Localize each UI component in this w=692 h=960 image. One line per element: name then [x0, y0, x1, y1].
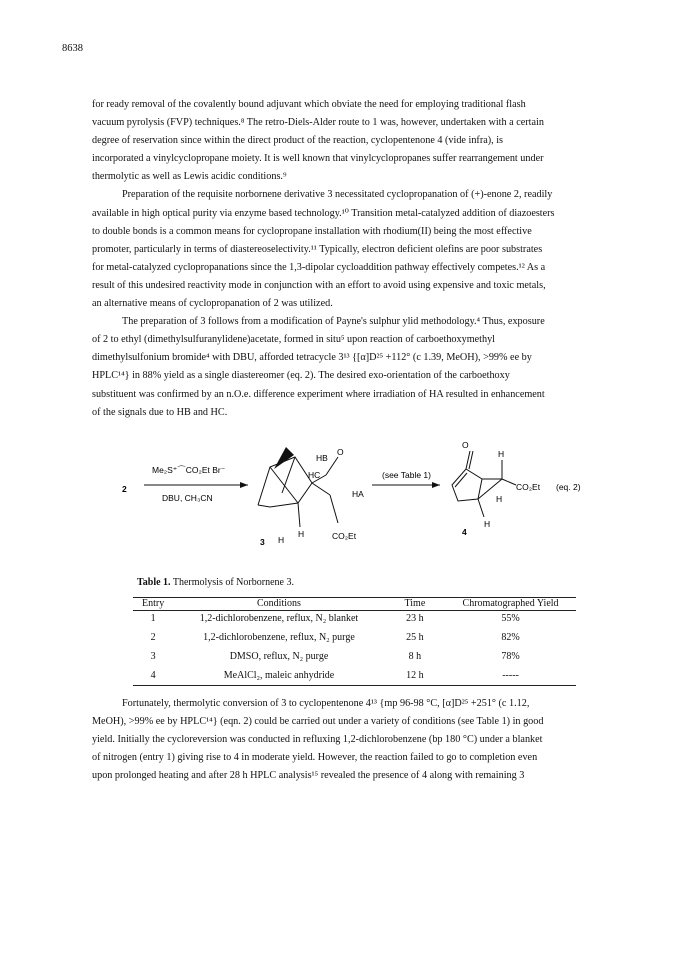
table-caption-text: Thermolysis of Norbornene 3. — [172, 577, 294, 588]
text-line: result of this undesired reactivity mode in conjunction with an effort to avoid using expensive and toxic metals, — [92, 279, 546, 291]
arrowhead-2 — [432, 482, 440, 488]
table-cell: 78% — [501, 651, 520, 662]
table-cell: MeAlCl₂, maleic anhydride — [173, 666, 384, 686]
reaction-scheme — [100, 435, 620, 565]
text-line: for metal-catalyzed cyclopropanations since the 1,3-dipolar cycloaddition pathway effectively competes.¹² As a — [92, 261, 546, 273]
text-line: upon prolonged heating and after 28 h HPLC analysis¹⁵ revealed the presence of 4 along with remaining 3 — [92, 770, 525, 782]
text-line: Preparation of the requisite norbornene derivative 3 necessitated cyclopropanation of (+)-enone 2, readily — [122, 189, 553, 201]
compound-3-label: 3 — [260, 537, 265, 547]
compound-2-label: 2 — [122, 484, 127, 494]
label-hc: HC — [308, 470, 321, 480]
text-line: yield. Initially the cycloreversion was conducted in refluxing 1,2-dichlorobenzene (bp 180 °C) under a blanket — [92, 734, 543, 746]
label-h-4c: H — [484, 519, 491, 529]
table-cell: 8 h — [408, 651, 422, 662]
label-h-3b: H — [278, 535, 285, 545]
compound-4-structure — [452, 451, 516, 517]
table-caption — [137, 577, 294, 588]
paragraph-1 — [92, 96, 612, 186]
table-cell: ----- — [445, 666, 576, 686]
table-cell: 1 — [150, 613, 156, 624]
body-text-top — [92, 96, 612, 422]
table-row — [133, 611, 576, 629]
text-line: available in high optical purity via enzyme based technology.¹⁰ Transition metal-catalyzed addition of diazoesters — [92, 207, 555, 219]
table-row — [133, 647, 576, 666]
table-cell: DMSO, reflux, N₂ purge — [229, 651, 329, 662]
label-co2et-4: CO₂Et — [516, 482, 541, 492]
text-line: substituent was confirmed by an n.O.e. difference experiment where irradiation of HA resulted in enhancement — [92, 388, 545, 400]
text-line: vacuum pyrolysis (FVP) techniques.⁸ The retro-Diels-Alder route to 1 was, however, undertaken with a certain — [92, 117, 544, 129]
table-row — [133, 628, 576, 647]
text-line: of 2 to ethyl (dimethylsulfuranylidene)acetate, formed in situ⁵ upon reaction of carboethoxymethyl — [92, 334, 496, 346]
table-cell: 82% — [501, 632, 520, 643]
table-cell: 4 — [133, 666, 173, 686]
label-co2et-3: CO₂Et — [332, 531, 357, 541]
table-cell: 3 — [150, 651, 156, 662]
table-cell: 1,2-dichlorobenzene, reflux, N₂ blanket — [199, 613, 359, 624]
reagent-top: Me₂S⁺⌒CO₂Et Br⁻ — [152, 465, 226, 475]
text-line: HPLC¹⁴} in 88% yield as a single diastereomer (eq. 2). The desired exo-orientation of the carboethoxy — [92, 370, 510, 382]
text-line: an alternative means of cyclopropanation of 2 was utilized. — [92, 298, 333, 310]
table-cell: 23 h — [406, 613, 424, 624]
compound-4-label: 4 — [462, 527, 467, 537]
text-line: The preparation of 3 follows from a modification of Payne's sulphur ylid methodology.⁴ Thus, exposure — [122, 316, 545, 328]
label-h-4b: H — [496, 494, 503, 504]
text-line: of the signals due to HB and HC. — [92, 406, 228, 418]
equation-label: (eq. 2) — [556, 482, 581, 492]
paragraph-2 — [92, 186, 612, 313]
body-text-bottom — [92, 695, 612, 785]
table-caption-label: Table 1. — [137, 577, 171, 588]
text-line: MeOH), >99% ee by HPLC¹⁴} (eqn. 2) could be carried out under a variety of conditions (see Table 1) in good — [92, 716, 544, 728]
label-ha: HA — [352, 489, 364, 499]
column-header-yield: Chromatographed Yield — [445, 598, 576, 611]
text-line: for ready removal of the covalently bound adjuvant which obviate the need for employing traditional flash — [92, 99, 526, 110]
label-hb: HB — [316, 453, 328, 463]
table-cell: 1,2-dichlorobenzene, reflux, N₂ purge — [203, 632, 355, 643]
reaction-scheme-drawing — [100, 435, 620, 565]
paragraph-4 — [92, 695, 612, 785]
arrowhead-1 — [240, 482, 248, 488]
table-cell: 25 h — [406, 632, 424, 643]
text-line: of nitrogen (entry 1) giving rise to 4 in moderate yield. However, the reaction failed to go to completion even — [92, 752, 538, 764]
page-number: 8638 — [62, 43, 83, 54]
thermolysis-table — [133, 597, 576, 686]
label-h-3a: H — [298, 529, 305, 539]
label-o-3: O — [337, 447, 344, 457]
text-line: Fortunately, thermolytic conversion of 3 to cyclopentenone 4¹³ {mp 96-98 °C, [α]D²⁵ +251° (c 1.12, — [122, 698, 530, 709]
table-cell: 55% — [501, 613, 520, 624]
arrow-condition: (see Table 1) — [382, 470, 431, 480]
text-line: promoter, particularly in terms of diastereoselectivity.¹¹ Typically, electron deficient olefins are poor substrates — [92, 243, 543, 255]
column-header-time: Time — [385, 598, 445, 611]
text-line: to double bonds is a common means for cyclopropane installation with rhodium(II) being the most effective — [92, 225, 532, 237]
paragraph-3 — [92, 313, 612, 422]
label-h-4a: H — [498, 449, 505, 459]
column-header-entry: Entry — [133, 598, 173, 611]
table-row — [133, 666, 576, 686]
table-cell: 2 — [150, 632, 156, 643]
text-line: incorporated a vinylcyclopropane moiety. It is well known that vinylcyclopropanes suffer rearrangement under — [92, 153, 544, 165]
reagent-bottom: DBU, CH₃CN — [162, 493, 213, 503]
table-cell: 12 h — [385, 666, 445, 686]
label-o-4: O — [462, 440, 469, 450]
table-header-row — [133, 598, 576, 611]
column-header-conditions: Conditions — [173, 598, 384, 611]
text-line: degree of reservation since within the direct product of the reaction, cyclopentenone 4 (vide infra), is — [92, 135, 504, 147]
text-line: dimethylsulfonium bromide⁴ with DBU, afforded tetracycle 3¹³ {[α]D²⁵ +112° (c 1.39, MeOH), >99% ee by — [92, 352, 532, 364]
text-line: thermolytic as well as Lewis acidic conditions.⁹ — [92, 171, 287, 183]
